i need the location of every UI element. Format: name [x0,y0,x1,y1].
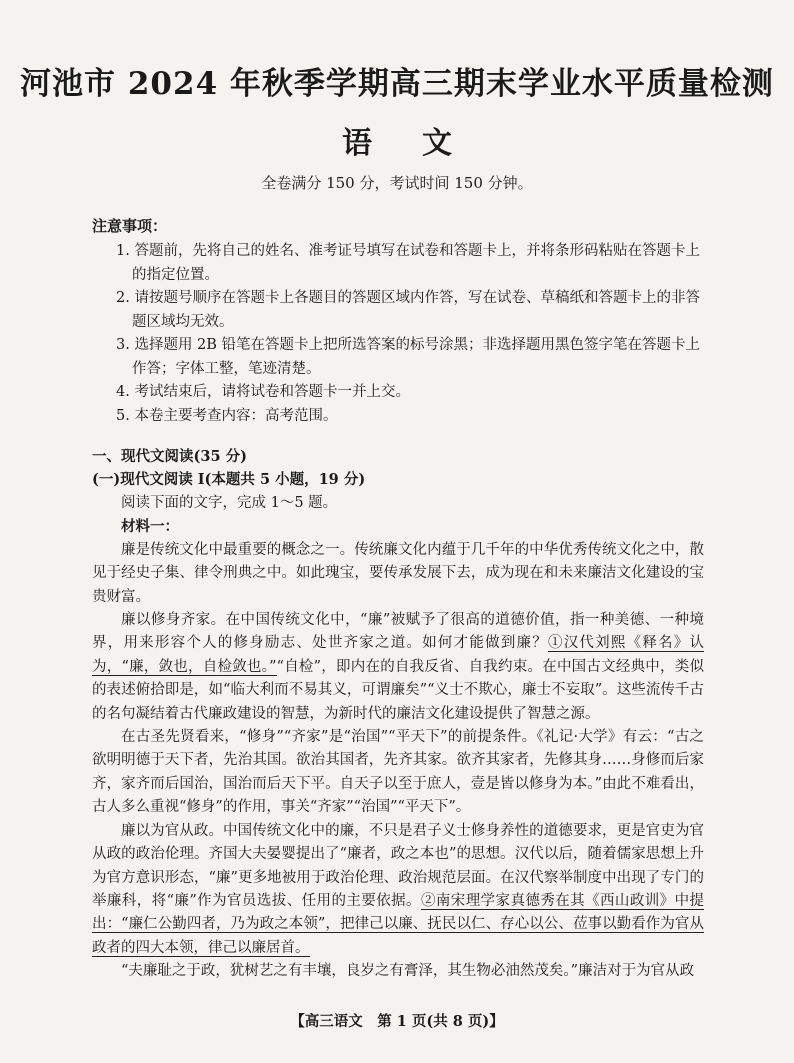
paragraph-4-text-a: 廉以为官从政。中国传统文化中的廉，不只是君子义士修身养性的道德要求，更是官吏为官从政的政治伦理。齐国大夫晏婴提出了“廉者，政之本也”的思想。汉代以后，随着儒家思想上升为官方意识形态，“廉”更多地被用于政治伦理、政治规范层面。在汉代察举制度中出现了专门的举廉科，将“廉”作为官员选拔、任用的主要依据。 [92,822,704,909]
paragraph-4 [92,820,704,960]
reading-passage [92,492,704,984]
notice-item: 3. 选择题用 2B 铅笔在答题卡上把所选答案的标号涂黑；非选择题用黑色签字笔在答题卡上作答；字体工整，笔迹清楚。 [116,337,701,377]
paragraph-2-text-b: “自检”，即内在的自我反省、自我约束。在中国古文经典中，类似的表述俯拾即是，如“临大利而不易其义，可谓廉矣”“义士不欺心，廉士不妄取”。这些流传千古的名句凝结着古代廉政建设的智慧，为新时代的廉洁文化建设提供了智慧之源。 [92,658,704,722]
paragraph-2-text-a: 廉以修身齐家。在中国传统文化中，“廉”被赋予了很高的道德价值，指一种美德、一种境界，用来形容个人的修身励志、处世齐家之道。如何才能做到廉？ [92,612,704,652]
paragraph-3: 在古圣先贤看来，“修身”“齐家”是“治国”“平天下”的前提条件。《礼记·大学》有云：“古之欲明明德于天下者，先治其国。欲治其国者，先齐其家。欲齐其家者，先修其身……身修而后家齐，家齐而后国治，国治而后天下平。自天子以至于庶人，壹是皆以修身为本。”由此不难看出，古人多么重视“修身”的作用，事关“齐家”“治国”“平天下”。 [92,729,704,816]
notice-item: 1. 答题前，先将自己的姓名、准考证号填写在试卷和答题卡上，并将条形码粘贴在答题卡上的指定位置。 [116,243,700,283]
section-title: 一、现代文阅读(35 分) [92,448,247,465]
instruction: 阅读下面的文字，完成 1～5 题。 [121,495,338,511]
notice-item: 4. 考试结束后，请将试卷和答题卡一并上交。 [116,384,410,400]
underlined-sentence-1: ①汉代刘熙《释名》认为，“廉，敛也，自检敛也。” [92,635,704,675]
material-label: 材料一： [121,518,179,536]
paragraph-2 [92,609,704,726]
paragraph-1: 廉是传统文化中最重要的概念之一。传统廉文化内蕴于几千年的中华优秀传统文化之中，散见于经史子集、律令刑典之中。如此瑰宝，要传承发展下去，成为现在和未来廉洁文化建设的宝贵财富。 [92,541,704,605]
notice-item: 5. 本卷主要考查内容：高考范围。 [116,407,338,424]
exam-title: 河池市 2024 年秋季学期高三期末学业水平质量检测 [20,66,774,102]
paragraph-5: “夫廉耻之于政，犹树艺之有丰壤，良岁之有膏泽，其生物必油然茂矣。”廉洁对于为官从政 [121,963,695,980]
notice-item: 2. 请按题号顺序在答题卡上各题目的答题区域内作答，写在试卷、草稿纸和答题卡上的非答题区域均无效。 [116,290,700,330]
notice-list [116,240,706,428]
underlined-sentence-2: ②南宋理学家真德秀在其《西山政训》中提出：“廉仁公勤四者，乃为政之本领”，把律己以廉、抚民以仁、存心以公、莅事以勤看作为官从政者的四大本领，律己以廉居首。 [92,892,705,956]
section-subtitle: (一)现代文阅读 Ⅰ(本题共 5 小题，19 分) [92,471,366,488]
page-footer: 【高三语文 第 1 页(共 8 页)】 [290,1013,504,1030]
notice-heading: 注意事项： [92,217,168,235]
subject-title: 语文 [342,126,502,161]
exam-meta: 全卷满分 150 分，考试时间 150 分钟。 [261,174,533,192]
